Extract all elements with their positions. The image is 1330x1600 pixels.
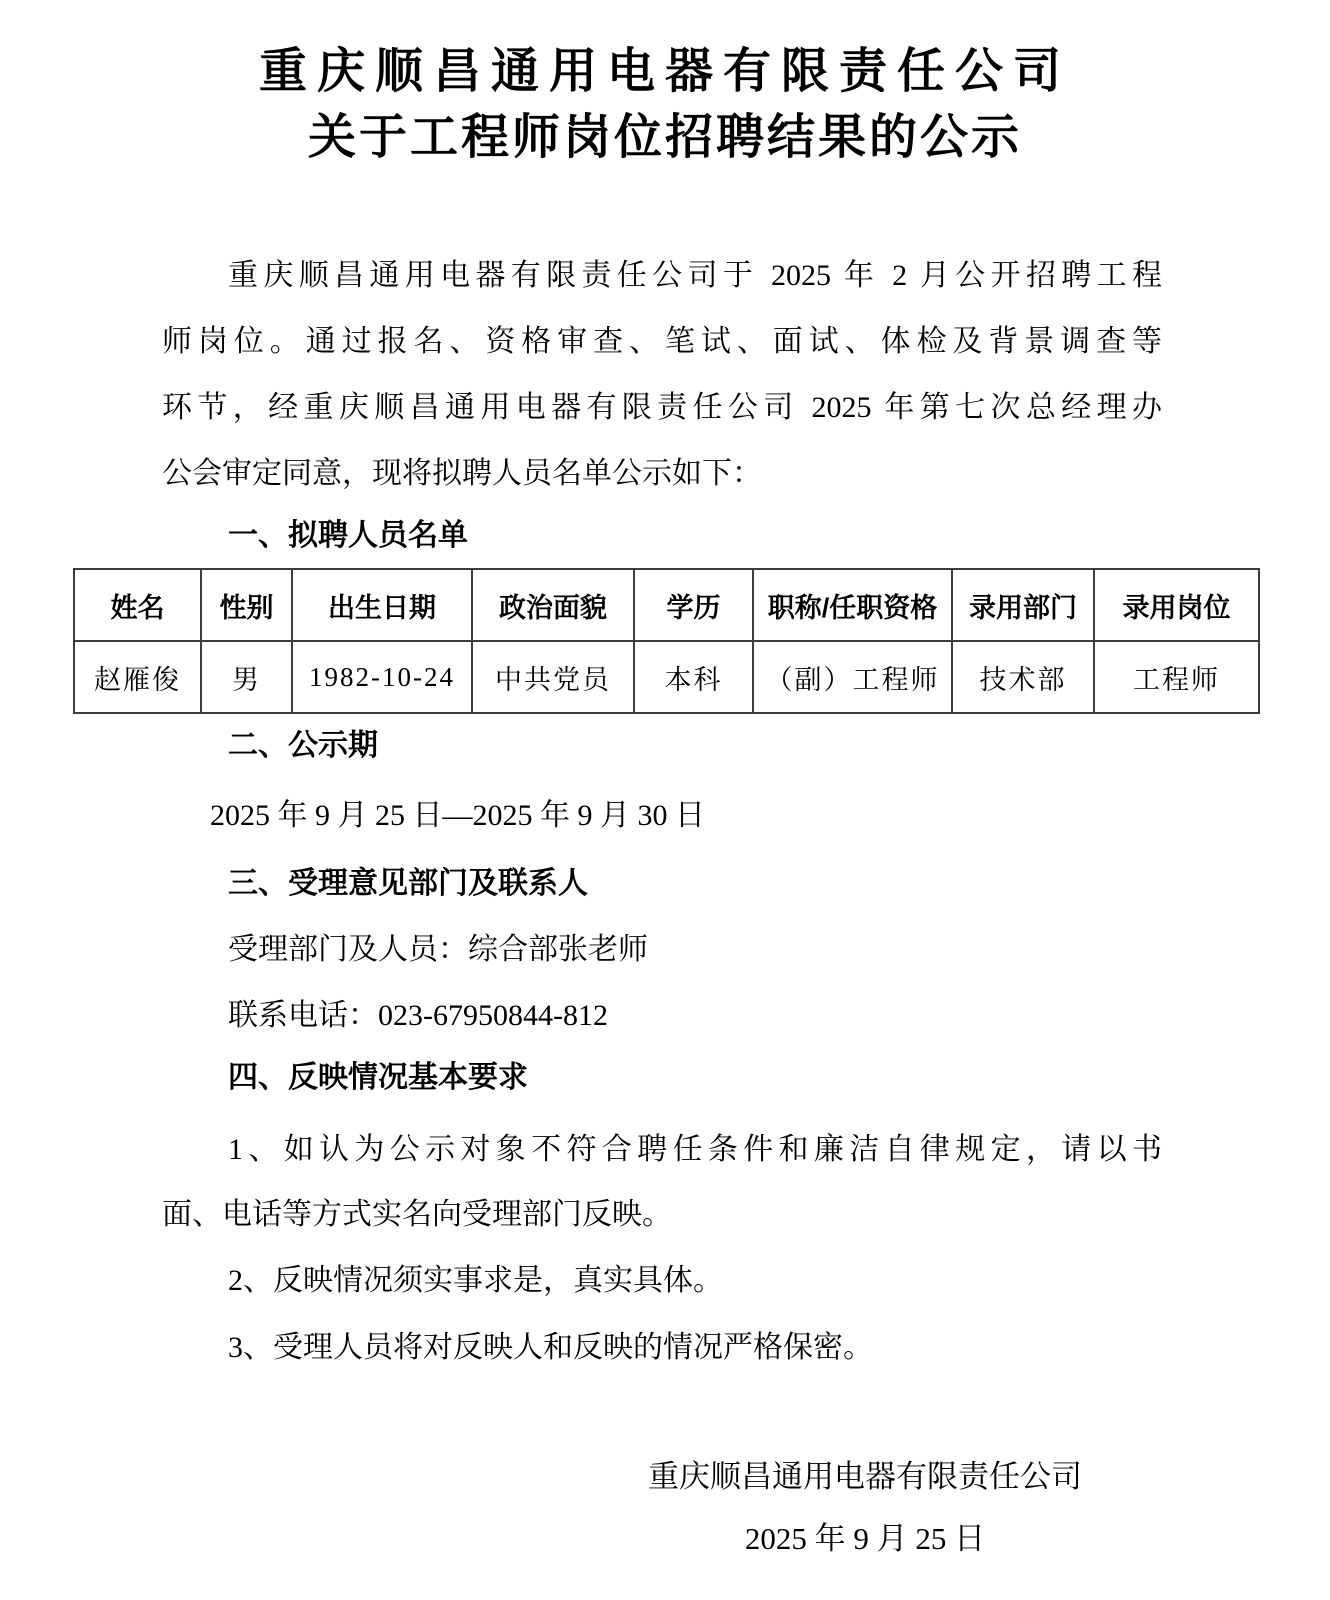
table-cell-position: 工程师 bbox=[1094, 641, 1259, 713]
table-header-cell: 政治面貌 bbox=[472, 569, 634, 641]
table-header-cell: 职称/任职资格 bbox=[753, 569, 952, 641]
publicity-period: 2025 年 9 月 25 日—2025 年 9 月 30 日 bbox=[210, 799, 705, 832]
section-2-heading: 二、公示期 bbox=[228, 729, 378, 762]
requirement-item-1-line-2: 面、电话等方式实名向受理部门反映。 bbox=[162, 1198, 672, 1231]
table-cell-political-status: 中共党员 bbox=[472, 641, 634, 713]
section-3-heading: 三、受理意见部门及联系人 bbox=[228, 867, 588, 900]
candidates-table bbox=[73, 568, 1260, 714]
section-4-heading: 四、反映情况基本要求 bbox=[228, 1061, 528, 1094]
table-cell-gender: 男 bbox=[201, 641, 292, 713]
table-header-cell: 性别 bbox=[201, 569, 292, 641]
table-row bbox=[74, 641, 1259, 713]
intro-line: 重庆顺昌通用电器有限责任公司于 2025 年 2 月公开招聘工程 bbox=[228, 259, 1162, 292]
table-header-cell: 录用岗位 bbox=[1094, 569, 1259, 641]
table-header-cell: 姓名 bbox=[74, 569, 201, 641]
requirement-item-1-line-1: 1、如认为公示对象不符合聘任条件和廉洁自律规定，请以书 bbox=[228, 1133, 1162, 1166]
requirement-item-2: 2、反映情况须实事求是，真实具体。 bbox=[228, 1264, 723, 1297]
intro-line: 公会审定同意，现将拟聘人员名单公示如下： bbox=[162, 457, 762, 490]
signature-date: 2025 年 9 月 25 日 bbox=[744, 1521, 986, 1556]
table-header-row bbox=[74, 569, 1259, 641]
intro-line: 环节，经重庆顺昌通用电器有限责任公司 2025 年第七次总经理办 bbox=[162, 391, 1162, 424]
table-cell-name: 赵雁俊 bbox=[74, 641, 201, 713]
contact-department-line: 受理部门及人员：综合部张老师 bbox=[228, 933, 648, 966]
table-header-cell: 出生日期 bbox=[292, 569, 472, 641]
table-cell-title-qualification: （副）工程师 bbox=[753, 641, 952, 713]
signature-block bbox=[400, 1446, 1330, 1570]
table-cell-department: 技术部 bbox=[952, 641, 1094, 713]
section-1-heading: 一、拟聘人员名单 bbox=[228, 519, 468, 552]
table-header-cell: 学历 bbox=[634, 569, 753, 641]
document-title-line-1: 重庆顺昌通用电器有限责任公司 bbox=[258, 45, 1071, 98]
intro-line: 师岗位。通过报名、资格审查、笔试、面试、体检及背景调查等 bbox=[162, 325, 1162, 358]
contact-phone-line: 联系电话：023-67950844-812 bbox=[228, 999, 608, 1032]
table-cell-birthdate: 1982-10-24 bbox=[292, 641, 472, 713]
intro-paragraph bbox=[162, 243, 1162, 507]
table-header-cell: 录用部门 bbox=[952, 569, 1094, 641]
table-cell-education: 本科 bbox=[634, 641, 753, 713]
requirement-item-3: 3、受理人员将对反映人和反映的情况严格保密。 bbox=[228, 1331, 873, 1364]
document-title bbox=[0, 39, 1330, 171]
document-title-line-2: 关于工程师岗位招聘结果的公示 bbox=[307, 111, 1022, 164]
signature-company: 重庆顺昌通用电器有限责任公司 bbox=[648, 1459, 1082, 1494]
